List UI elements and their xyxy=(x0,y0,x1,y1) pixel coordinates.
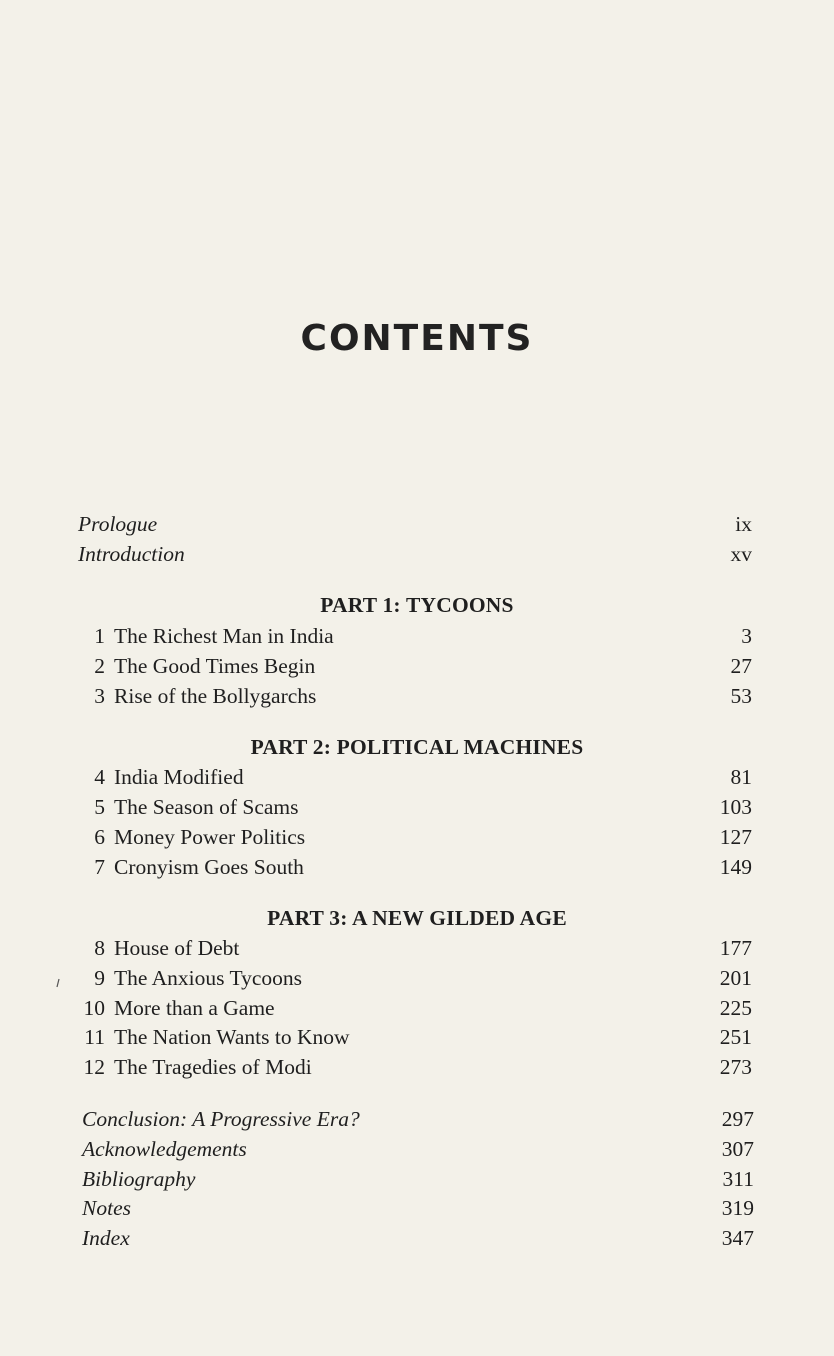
entry-page: 319 xyxy=(721,1196,754,1220)
chapter-number: 3 xyxy=(94,684,105,708)
entry-title: The Season of Scams xyxy=(114,795,299,819)
entry-title: House of Debt xyxy=(114,936,240,960)
entry-title: Bibliography xyxy=(82,1167,196,1191)
entry-page: 81 xyxy=(730,765,752,789)
entry-page: 347 xyxy=(721,1226,754,1250)
entry-page: 297 xyxy=(721,1107,754,1131)
chapter-number: 10 xyxy=(83,996,105,1020)
toc-entry-chapter-4[interactable] xyxy=(0,765,834,795)
toc-entry-introduction[interactable] xyxy=(0,542,834,572)
entry-page: 225 xyxy=(719,996,752,1020)
entry-page: 149 xyxy=(719,855,752,879)
toc-entry-chapter-8[interactable] xyxy=(0,936,834,966)
entry-title: India Modified xyxy=(114,765,244,789)
toc-entry-chapter-9[interactable] xyxy=(0,966,834,996)
toc-entry-chapter-6[interactable] xyxy=(0,825,834,855)
chapter-number: 4 xyxy=(94,765,105,789)
entry-page: 3 xyxy=(741,624,752,648)
part-heading-3: PART 3: A NEW GILDED AGE xyxy=(267,906,567,930)
entry-title: Money Power Politics xyxy=(114,825,306,849)
toc-entry-chapter-3[interactable] xyxy=(0,684,834,714)
entry-title: More than a Game xyxy=(114,996,275,1020)
entry-page: ix xyxy=(735,512,752,536)
chapter-number: 6 xyxy=(94,825,105,849)
toc-entry-acknowledgements[interactable] xyxy=(0,1137,834,1167)
entry-page: xv xyxy=(730,542,752,566)
entry-page: 177 xyxy=(719,936,752,960)
toc-entry-chapter-5[interactable] xyxy=(0,795,834,825)
toc-entry-chapter-12[interactable] xyxy=(0,1055,834,1085)
toc-entry-chapter-2[interactable] xyxy=(0,654,834,684)
chapter-number: 2 xyxy=(94,654,105,678)
entry-page: 311 xyxy=(722,1167,754,1191)
chapter-number: 8 xyxy=(94,936,105,960)
part-heading-1: PART 1: TYCOONS xyxy=(320,593,514,617)
entry-title: The Anxious Tycoons xyxy=(114,966,303,990)
chapter-number: 11 xyxy=(84,1025,105,1049)
chapter-number: 12 xyxy=(83,1055,105,1079)
page-title: CONTENTS xyxy=(300,318,534,359)
entry-page: 273 xyxy=(719,1055,752,1079)
toc-entry-chapter-10[interactable] xyxy=(0,996,834,1026)
entry-title: The Good Times Begin xyxy=(114,654,316,678)
toc-entry-bibliography[interactable] xyxy=(0,1167,834,1197)
toc-entry-notes[interactable] xyxy=(0,1196,834,1226)
toc-entry-chapter-1[interactable] xyxy=(0,624,834,654)
entry-title: The Nation Wants to Know xyxy=(114,1025,350,1049)
entry-title: Conclusion: A Progressive Era? xyxy=(82,1107,360,1131)
entry-page: 127 xyxy=(719,825,752,849)
entry-page: 307 xyxy=(721,1137,754,1161)
entry-page: 251 xyxy=(719,1025,752,1049)
entry-page: 53 xyxy=(730,684,752,708)
entry-title: Introduction xyxy=(78,542,185,566)
entry-title: Cronyism Goes South xyxy=(114,855,304,879)
toc-entry-chapter-7[interactable] xyxy=(0,855,834,885)
entry-page: 27 xyxy=(730,654,752,678)
entry-title: The Tragedies of Modi xyxy=(114,1055,312,1079)
chapter-number: 9 xyxy=(94,966,105,990)
toc-entry-chapter-11[interactable] xyxy=(0,1025,834,1055)
chapter-number: 5 xyxy=(94,795,105,819)
toc-entry-prologue[interactable] xyxy=(0,512,834,542)
entry-title: Rise of the Bollygarchs xyxy=(114,684,317,708)
entry-page: 201 xyxy=(719,966,752,990)
chapter-number: 7 xyxy=(94,855,105,879)
pen-mark-icon xyxy=(54,978,62,988)
entry-title: Index xyxy=(82,1226,130,1250)
entry-title: The Richest Man in India xyxy=(114,624,334,648)
entry-page: 103 xyxy=(719,795,752,819)
toc-entry-conclusion[interactable] xyxy=(0,1107,834,1137)
entry-title: Notes xyxy=(82,1196,131,1220)
chapter-number: 1 xyxy=(94,624,105,648)
part-heading-2: PART 2: POLITICAL MACHINES xyxy=(250,735,584,759)
toc-entry-index[interactable] xyxy=(0,1226,834,1256)
entry-title: Acknowledgements xyxy=(82,1137,247,1161)
entry-title: Prologue xyxy=(78,512,158,536)
